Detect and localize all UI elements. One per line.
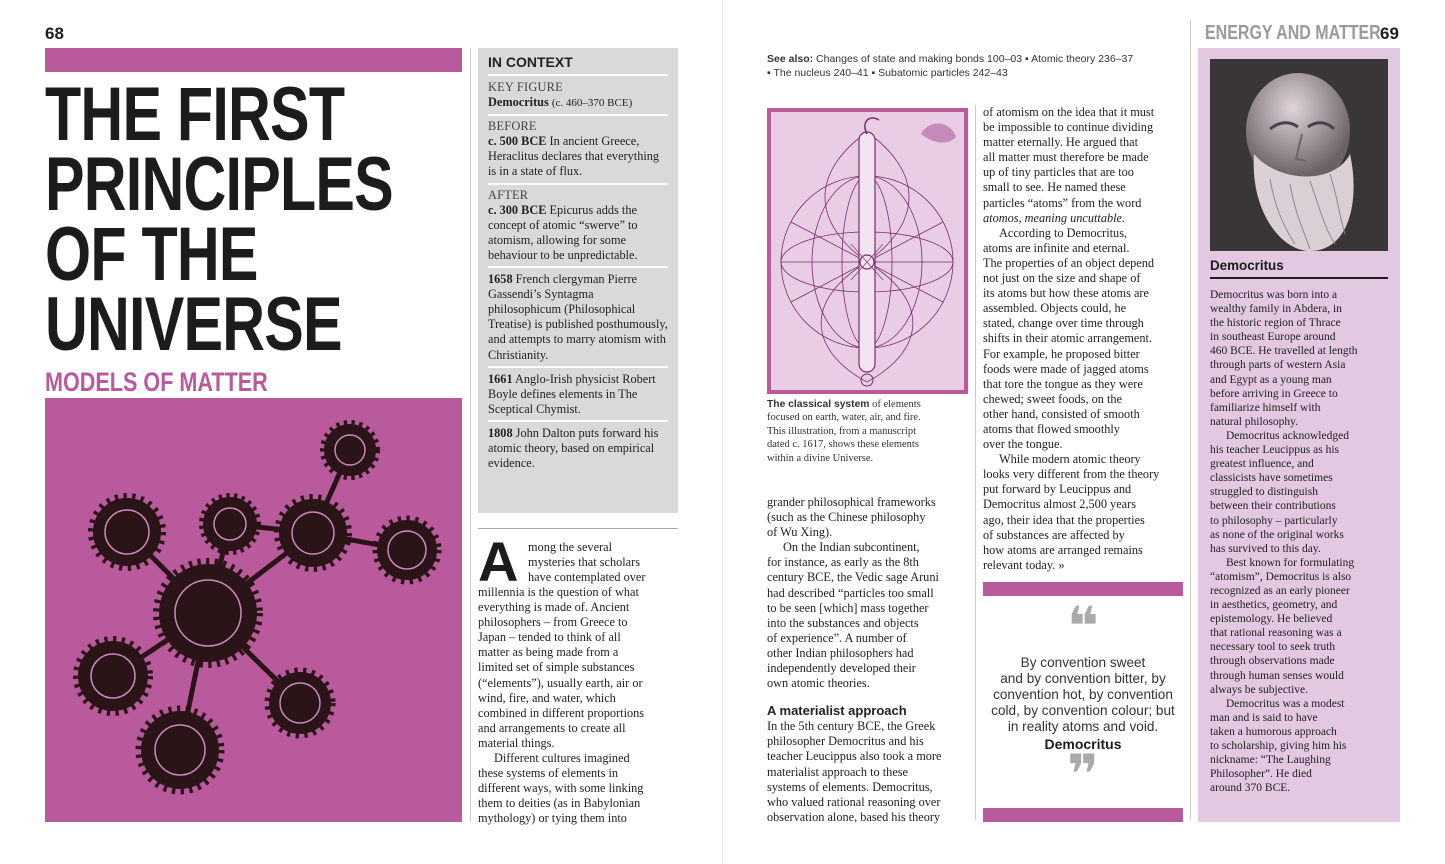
key-figure-name: Democritus	[488, 95, 549, 110]
in-context-box	[478, 48, 678, 513]
page-subtitle: MODELS OF MATTER	[45, 367, 268, 397]
see-also-link[interactable]: Changes of state and making bonds 100–03 ▪ Atomic theory 236–37	[816, 53, 1134, 65]
see-also	[767, 52, 1187, 80]
after-item: 1661 Anglo-Irish physicist Robert Boyle defines elements in The Sceptical Chymist.	[488, 372, 668, 422]
after-item: c. 300 BCE Epicurus adds the concept of atomic “swerve” to atomism, allowing for some behaviour to be unpredictable.	[488, 203, 668, 268]
biography-name: Democritus	[1210, 258, 1388, 279]
pull-quote: By convention sweet and by convention bitter, by convention hot, by convention cold, by convention colour; but in reality atoms and void. Democritus	[983, 655, 1183, 752]
atom-illustration	[45, 398, 462, 822]
drop-cap: A	[478, 530, 519, 593]
close-quote-icon: ❞	[1067, 745, 1099, 805]
after-item: 1808 John Dalton puts forward his atomic theory, based on empirical evidence.	[488, 425, 659, 471]
key-figure-label: KEY FIGURE	[488, 80, 563, 94]
intro-text: mong the several mysteries that scholars have contemplated over	[528, 540, 646, 585]
quote-author: Democritus	[1044, 736, 1122, 752]
before-label: BEFORE	[488, 119, 537, 134]
classical-system-illustration	[767, 108, 968, 394]
see-also-link[interactable]: ▪ The nucleus 240–41 ▪ Subatomic particles 242–43	[767, 67, 1008, 79]
portrait-engraving	[1210, 59, 1388, 251]
page-number-right: 69	[1380, 24, 1399, 43]
illustration-caption: The classical system of elements focused on earth, water, air, and fire. This illustration, from a manuscript dated c. 1617, shows these elements within a divine Universe.	[767, 399, 921, 464]
after-label: AFTER	[488, 187, 529, 202]
democritus-portrait	[1210, 59, 1388, 251]
quote-top-bar	[983, 582, 1183, 596]
title-line: PRINCIPLES	[45, 142, 393, 227]
after-item: 1658 French clergyman Pierre Gassendi’s Syntagma philosophicum (Philosophical Treatise) is published posthumously, and attempts to marry atomism with Christianity.	[488, 272, 668, 368]
before-text: In ancient Greece, Heraclitus declares that everything is in a state of flux.	[488, 134, 660, 179]
manuscript-drawing	[771, 112, 964, 390]
section-title: ENERGY AND MATTER	[1205, 22, 1381, 44]
biography-text: Democritus was born into a wealthy family in Abdera, in the historic region of Thrace in southeast Europe around 460 BCE. He travelled at length through parts of western Asia and Egypt as a young man before arriving in Greece to familiarize himself with natural philosophy. Democritus acknowledged his teacher Leucippus as his greatest influence, and classicists have sometimes struggled to distinguish between their contributions to philosophy – particularly as none of the original works has survived to this day. Best known for formulating “atomism”, Democritus is also recognized as an early pioneer in aesthetics, geometry, and epistemology. He believed that rational reasoning was a necessary tool to seek truth through observations made through human senses would always be subjective. Democritus was a modest man and is said to have taken a humorous approach to scholarship, giving him his nickname: “The Laughing Philosopher”. He died around 370 BCE.	[1210, 289, 1358, 795]
title-line: THE FIRST	[45, 72, 345, 157]
column-rule	[975, 105, 976, 820]
subheading: A materialist approach	[767, 703, 907, 719]
before-date: c. 500 BCE	[488, 134, 547, 149]
intro-rule	[478, 528, 678, 529]
see-also-label: See also:	[767, 53, 814, 65]
column-rule	[470, 48, 471, 822]
atom-network-graphic	[45, 398, 462, 822]
page-number-left: 68	[45, 24, 64, 43]
quote-bottom-bar	[983, 808, 1183, 822]
title-line: UNIVERSE	[45, 282, 342, 367]
title-line: OF THE	[45, 212, 258, 297]
book-spine	[722, 0, 723, 864]
in-context-heading: IN CONTEXT	[488, 54, 668, 76]
key-figure-dates: (c. 460–370 BCE)	[551, 97, 633, 110]
title-top-bar	[45, 48, 462, 72]
body-text-col3: of atomism on the idea that it must be impossible to continue dividing matter eternally. He argued that all matter must therefore be made up of tiny particles that are too small to see. He named these particles “atoms” from the word atomos, meaning uncuttable. According to Democritus, atoms are infinite and eternal. The properties of an object depend not just on the size and shape of its atoms but how these atoms are assembled. Objects could, he stated, change over time through shifts in their atomic arrangement. For example, he proposed bitter foods were made of jagged atoms that tore the tongue as they were chewed; sweet foods, on the other hand, consisted of smooth atoms that flowed smoothly over the tongue. While modern atomic theory looks very different from the theory put forward by Leucippus and Democritus almost 2,500 years ago, their idea that the properties of substances are affected by how atoms are arranged remains relevant today. »	[983, 105, 1160, 572]
column-rule	[1190, 20, 1191, 820]
body-text-left: millennia is the question of what everything is made of. Ancient philosophers – from Greece to Japan – tended to think of all matter as being made from a limited set of simple substances (“elements”), usually earth, air or wind, fire, and water, which combined in different proportions and arrangements to create all material things. Different cultures imagined these systems of elements in different ways, with some linking them to deities (as in Babylonian mythology) or tying them into	[478, 585, 645, 826]
body-text-col2: grander philosophical frameworks (such as the Chinese philosophy of Wu Xing). On the Indian subcontinent, for instance, as early as the 8th century BCE, the Vedic sage Aruni had described “particles too small to be seen [which] mass together into the substances and objects of experience”. A number of other Indian philosophers had independently developed their own atomic theories. A materialist approach In the 5th century BCE, the Greek philosopher Democritus and his teacher Leucippus also took a more materialist approach to these systems of elements. Democritus, who valued rational reasoning over observation alone, based his theory	[767, 495, 977, 825]
open-quote-icon: ❝	[1067, 597, 1099, 657]
